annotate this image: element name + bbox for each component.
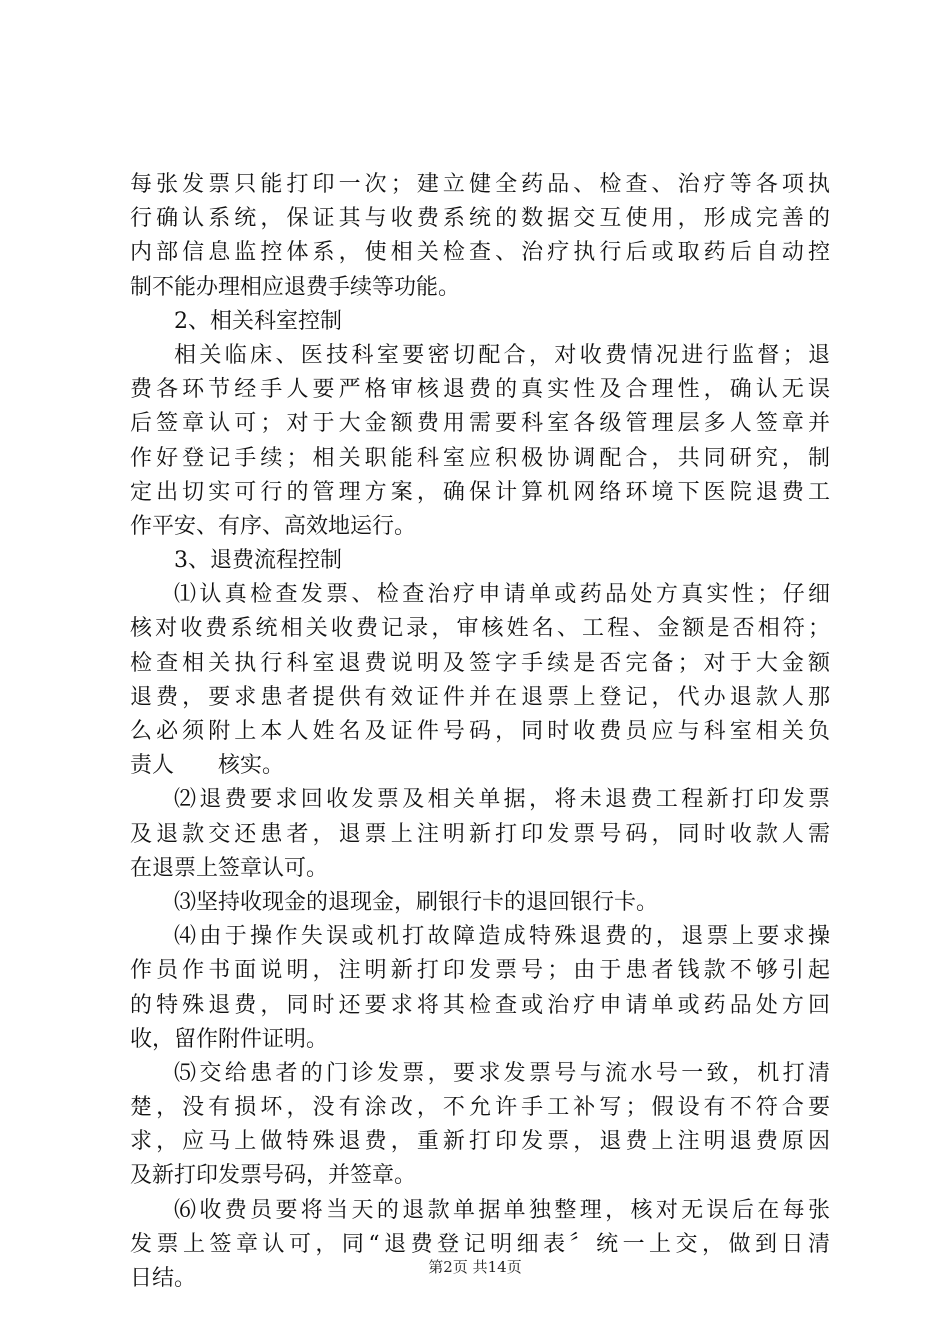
text-line: 检查相关执行科室退费说明及签字手续是否完备；对于大金额 [130, 650, 830, 676]
text-line: 后签章认可；对于大金额费用需要科室各级管理层多人签章并 [130, 411, 830, 437]
text-line: 么必须附上本人姓名及证件号码，同时收费员应与科室相关负 [130, 719, 830, 744]
text-line: 内部信息监控体系，使相关检查、治疗执行后或取药后自动控 [130, 240, 830, 266]
page-number-label: 第2页 共14页 [428, 1258, 522, 1276]
text-line: 作员作书面说明，注明新打印发票号；由于患者钱款不够引起 [130, 958, 830, 984]
text-line: ⑴认真检查发票、检查治疗申请单或药品处方真实性；仔细 [174, 582, 830, 608]
text-line: ⑶坚持收现金的退现金，刷银行卡的退回银行卡。 [174, 889, 659, 915]
document-body [130, 168, 830, 1296]
text-line: 制不能办理相应退费手续等功能。 [130, 274, 461, 300]
text-line: 作好登记手续；相关职能科室应积极协调配合，共同研究，制 [130, 445, 830, 471]
text-line: 行确认系统，保证其与收费系统的数据交互使用，形成完善的 [130, 206, 830, 232]
text-line: 及退款交还患者，退票上注明新打印发票号码，同时收款人需 [130, 821, 830, 847]
text-line: 的特殊退费，同时还要求将其检查或治疗申请单或药品处方回 [130, 992, 830, 1018]
text-line: 求，应马上做特殊退费，重新打印发票，退费上注明退费原因 [130, 1129, 830, 1155]
text-line: 退费，要求患者提供有效证件并在退票上登记，代办退款人那 [130, 684, 830, 710]
text-line: 核对收费系统相关收费记录，审核姓名、工程、金额是否相符； [130, 616, 830, 642]
text-line: 在退票上签章认可。 [130, 855, 329, 881]
text-line: 日结。 [130, 1266, 197, 1291]
text-line: 费各环节经手人要严格审核退费的真实性及合理性，确认无误 [130, 377, 830, 403]
text-line: ⑸交给患者的门诊发票，要求发票号与流水号一致，机打清 [174, 1060, 830, 1086]
text-line: 发票上签章认可，同“退费登记明细表〞统一上交，做到日清 [130, 1231, 830, 1257]
text-line: ⑹收费员要将当天的退款单据单独整理，核对无误后在每张 [174, 1197, 830, 1223]
text-line: 及新打印发票号码，并签章。 [130, 1163, 417, 1189]
text-line: 3、退费流程控制 [174, 548, 342, 574]
text-line: 相关临床、医技科室要密切配合，对收费情况进行监督；退 [174, 342, 830, 368]
text-line: 作平安、有序、高效地运行。 [130, 513, 417, 539]
text-line: 定出切实可行的管理方案，确保计算机网络环境下医院退费工 [130, 479, 830, 505]
text-line: ⑵退费要求回收发票及相关单据，将未退费工程新打印发票 [174, 787, 830, 813]
text-line: 楚，没有损坏，没有涂改，不允许手工补写；假设有不符合要 [130, 1095, 830, 1121]
text-line: 收，留作附件证明。 [130, 1026, 329, 1052]
text-line: 2、相关科室控制 [174, 308, 342, 334]
text-line: 责人 核实。 [130, 753, 285, 779]
page-footer [0, 1256, 950, 1277]
text-line: 每张发票只能打印一次；建立健全药品、检查、治疗等各项执 [130, 172, 830, 197]
text-line: ⑷由于操作失误或机打故障造成特殊退费的，退票上要求操 [174, 924, 830, 950]
